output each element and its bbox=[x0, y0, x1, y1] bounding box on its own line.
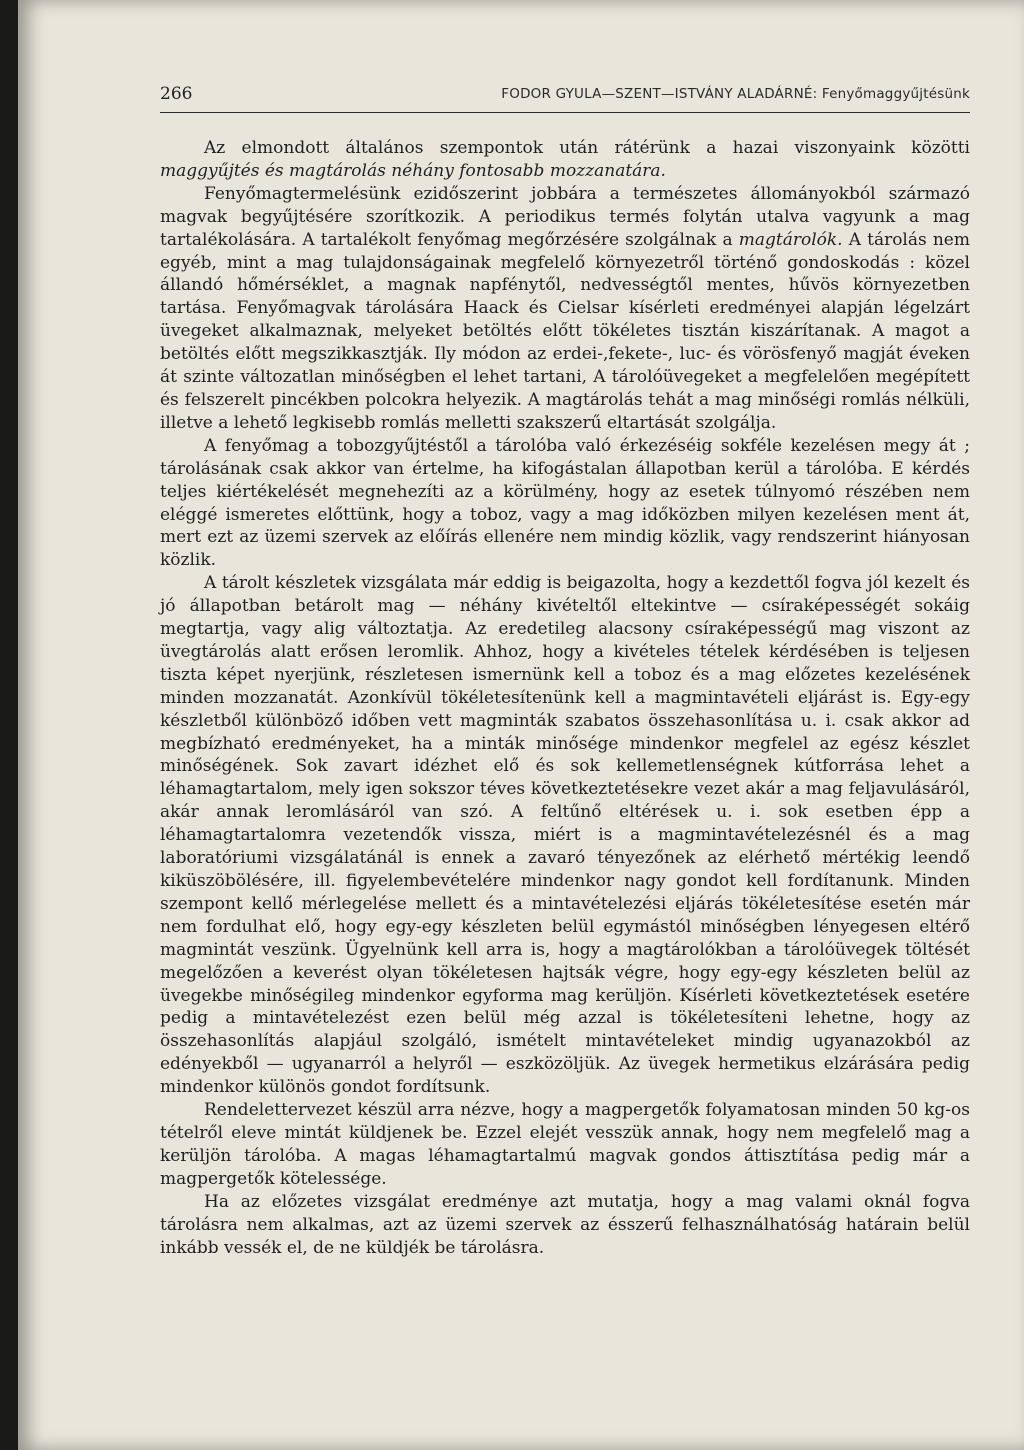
paragraph-text: Rendelettervezet készül arra nézve, hogy a magpergetők folyamatosan minden 50 kg-os tételről eleve mintát küldjenek be. Ezzel elejét vesszük annak, hogy nem megfelelő mag a kerüljön tárolóba. A magas léhamagtartalmú magvak gondos áttisztítása pedig már a magpergetők kötelessége. bbox=[160, 1100, 970, 1189]
paragraph-2 bbox=[160, 183, 970, 435]
paragraph-text: Ha az előzetes vizsgálat eredménye azt mutatja, hogy a mag valami oknál fogva tárolásra nem alkalmas, azt az üzemi szervek az ésszerű felhasználhatóság határain belül inkább vessék el, de ne küldjék be tárolásra. bbox=[160, 1191, 970, 1258]
paragraph-text: Fenyőmagtermelésünk ezidőszerint jobbára a természetes állományokból származó magvak begyűjtésére szorítkozik. A periodikus termés folytán utalva vagyunk a mag tartalékolására. A tartalékolt fenyőmag megőrzésére szolgálnak a bbox=[160, 183, 970, 250]
paragraph-italic: maggyűjtés és magtárolás néhány fontosabb mozzanatára. bbox=[160, 160, 666, 181]
paragraph-text-cont: A tárolás nem egyéb, mint a mag tulajdonságainak megfelelő környezetről történő gondoskodás : közel állandó hőmérséklet, a magnak napfénytől, nedvességtől mentes, hűvös környezetben tartása. Fenyőmagvak tárolására Haack és Cielsar kísérleti eredményei alapján légelzárt üvegeket alkalmaznak, melyeket betöltés előtt tökéletes tisztán kiszárítanak. A magot a betöltés előtt megszikkasztják. Ily módon az erdei-,fekete-, luc- és vörösfenyő magját éveken át szinte változatlan minőségben el lehet tartani, A tárolóüvegeket a megfelelően megépített és felszerelt pincékben polcokra helyezik. A magtárolás tehát a mag minőségi romlás nélküli, illetve a lehető legkisebb romlás melletti szakszerű eltartását szolgálja. bbox=[160, 229, 970, 433]
page-body bbox=[160, 137, 970, 1259]
paragraph-text: A tárolt készletek vizsgálata már eddig is beigazolta, hogy a kezdettől fogva jól kezelt és jó állapotban betárolt mag — néhány kivételtől eltekintve — csíraképességét sokáig megtartja, vagy alig változtatja. Az eredetileg alacsony csíraképességű mag viszont az üvegtárolás alatt erősen leromlik. Ahhoz, hogy a kivételes tételek kérdésében is teljesen tiszta képet nyerjünk, részletesen ismernünk kell a toboz és a mag előzetes kezelésének minden mozzanatát. Azonkívül tökéletesítenünk kell a magmintavételi eljárást is. Egy-egy készletből különböző időben vett magminták szabatos összehasonlítása u. i. csak akkor ad megbízható eredményeket, ha a minták minősége mindenkor megfelel az egész készlet minőségének. Sok zavart idézhet elő és sok kellemetlenségnek kútforrása lehet a léhamagtartalom, mely igen sokszor téves következtetésekre vezet akár a mag feljavulásáról, akár annak leromlásáról van szó. A feltűnő eltérések u. i. sok esetben épp a léhamagtartalomra vezetendők vissza, miért is a magmintavételezésnél és a mag laboratóriumi vizsgálatánál is ennek a zavaró tényezőnek az elérhető mértékig leendő kiküszöbölésére, ill. figyelembevételére mindenkor nagy gondot kell fordítanunk. Minden szempont kellő mérlegelése mellett és a mintavételezési eljárás tökéletesítése esetén már nem fordulhat elő, hogy egy-egy készleten belül egymástól minőségben lényegesen eltérő magmintát veszünk. Ügyelnünk kell arra is, hogy a magtárolókban a tárolóüvegek töltését megelőzően a keverést olyan tökéletesen hajtsák végre, hogy egy-egy készleten belül az üvegekbe minőségileg mindenkor egyforma mag kerüljön. Kísérleti következtetések esetére pedig a mintavételezést ezen belül még azzal is tökéletesíteni lehetne, hogy az összehasonlítás alapjául szolgáló, ismételt mintavételeket mindig ugyanazokból az edényekből — ugyanarról a helyről — eszközöljük. Az üvegek hermetikus elzárására pedig mindenkor különös gondot fordítsunk. bbox=[160, 573, 970, 1098]
paragraph-1 bbox=[160, 137, 970, 183]
paragraph-5 bbox=[160, 1099, 970, 1191]
page-header bbox=[160, 80, 970, 113]
page-number: 266 bbox=[160, 84, 193, 104]
paragraph-text: Az elmondott általános szempontok után rátérünk a hazai viszonyaink közötti bbox=[204, 138, 970, 158]
paragraph-4 bbox=[160, 572, 970, 1099]
paragraph-italic: magtárolók. bbox=[738, 229, 843, 250]
paragraph-text: A fenyőmag a tobozgyűjtéstől a tárolóba való érkezéséig sokféle kezelésen megy át ; tárolásának csak akkor van értelme, ha kifogástalan állapotban kerül a tárolóba. E kérdés teljes kiértékelését megnehezíti az a körülmény, hogy az esetek túlnyomó részében nem eléggé ismeretes előttünk, hogy a toboz, vagy a mag időközben milyen kezelésen ment át, mert ezt az üzemi szervek az előírás ellenére nem mindig közlik, vagy rendszerint hiányosan közlik. bbox=[160, 435, 970, 571]
running-head: FODOR GYULA—SZENT—ISTVÁNY ALADÁRNÉ: Fenyőmaggyűjtésünk bbox=[501, 86, 970, 102]
book-page bbox=[18, 0, 1024, 1450]
paragraph-3 bbox=[160, 435, 970, 572]
paragraph-6 bbox=[160, 1191, 970, 1260]
